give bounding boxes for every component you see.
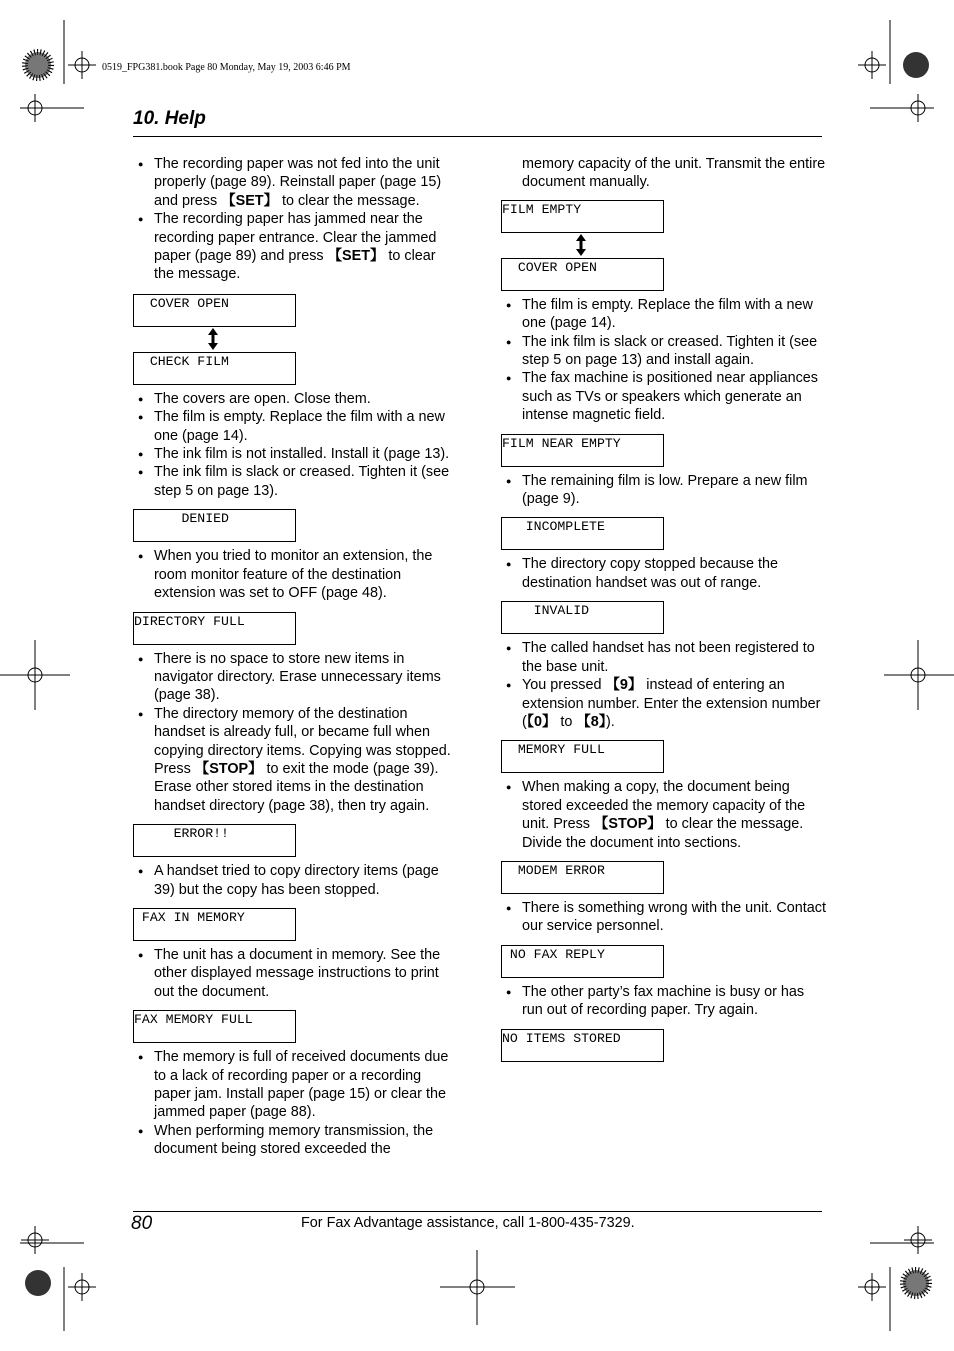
- lcd-message-incomplete: INCOMPLETE: [501, 517, 664, 550]
- list-item: ● A handset tried to copy directory items (page 39) but the copy has been stopped.: [133, 862, 458, 899]
- set-key: 【SET】: [221, 192, 278, 209]
- footer-rule: [133, 1211, 822, 1212]
- list-item: ● The fax machine is positioned near appliances such as TVs or speakers which generate an intense magnetic field.: [501, 369, 826, 424]
- list-item: ● The directory memory of the destination handset is already full, or became full when copying directory items. Copying was stopped. Press 【STOP】 to exit the mode (page 39). Erase other stored items in the destination handset directory (page 38), then try again.: [133, 705, 458, 815]
- assistance-line: For Fax Advantage assistance, call 1-800-435-7329.: [301, 1215, 635, 1231]
- list-item: ● There is no space to store new items in navigator directory. Erase unnecessary items (page 38).: [133, 650, 458, 705]
- film-near-empty-list: [501, 472, 826, 509]
- key-8: 【8】: [576, 713, 606, 730]
- list-item: ● The directory copy stopped because the destination handset was out of range.: [501, 555, 826, 592]
- stop-key: 【STOP】: [194, 760, 263, 777]
- lcd-message-invalid: INVALID: [501, 601, 664, 634]
- key-0: 【0】: [526, 713, 557, 730]
- list-item: ● The ink film is not installed. Install it (page 13).: [133, 445, 458, 463]
- lcd-message-denied: DENIED: [133, 509, 296, 542]
- paper-error-list: [133, 155, 458, 284]
- list-item: ● The film is empty. Replace the film with a new one (page 14).: [501, 296, 826, 333]
- fax-in-memory-list: [133, 946, 458, 1001]
- memory-full-list: [501, 778, 826, 852]
- no-fax-reply-list: [501, 983, 826, 1020]
- list-item: ● The film is empty. Replace the film with a new one (page 14).: [133, 408, 458, 445]
- lcd-message-no-items-stored: NO ITEMS STORED: [501, 1029, 664, 1062]
- alternating-arrow-icon: [133, 327, 296, 352]
- lcd-message-no-fax-reply: NO FAX REPLY: [501, 945, 664, 978]
- set-key: 【SET】: [327, 248, 385, 265]
- lcd-message-film-near-empty: FILM NEAR EMPTY: [501, 434, 664, 467]
- list-item: ● The recording paper has jammed near the recording paper entrance. Clear the jammed paper (page 89) and press 【SET】 to clear the message.: [133, 210, 458, 284]
- incomplete-list: [501, 555, 826, 592]
- lcd-message-film-empty: FILM EMPTY: [501, 200, 664, 233]
- invalid-list: [501, 639, 826, 731]
- book-file-info: 0519_FPG381.book Page 80 Monday, May 19, 2003 6:46 PM: [102, 62, 351, 73]
- list-item: ● The memory is full of received documents due to a lack of recording paper or a recording paper jam. Install paper (page 15) or clear the jammed paper (page 88).: [133, 1048, 458, 1122]
- key-9: 【9】: [605, 677, 643, 694]
- section-title: 10. Help: [133, 108, 206, 129]
- denied-list: [133, 547, 458, 602]
- list-item: ● There is something wrong with the unit. Contact our service personnel.: [501, 899, 826, 936]
- list-item: ● The ink film is slack or creased. Tighten it (see step 5 on page 13) and install again.: [501, 333, 826, 370]
- stop-key: 【STOP】: [593, 816, 662, 833]
- list-item: ● The other party’s fax machine is busy or has run out of recording paper. Try again.: [501, 983, 826, 1020]
- list-item: ● The called handset has not been registered to the base unit.: [501, 639, 826, 676]
- fax-memory-full-list: [133, 1048, 458, 1158]
- directory-full-list: [133, 650, 458, 816]
- list-item: ● When you tried to monitor an extension, the room monitor feature of the destination extension was set to OFF (page 48).: [133, 547, 458, 602]
- lcd-message-check-film: CHECK FILM: [133, 352, 296, 385]
- list-item: ● You pressed 【9】 instead of entering an extension number. Enter the extension number (【0】 to 【8】).: [501, 676, 826, 731]
- lcd-message-modem-error: MODEM ERROR: [501, 861, 664, 894]
- list-item: ● When performing memory transmission, the document being stored exceeded the: [133, 1122, 458, 1159]
- lcd-message-cover-open: COVER OPEN: [501, 258, 664, 291]
- lcd-message-memory-full: MEMORY FULL: [501, 740, 664, 773]
- cover-open-list: [133, 390, 458, 500]
- list-item: ● The covers are open. Close them.: [133, 390, 458, 408]
- page-number: 80: [131, 1213, 153, 1234]
- lcd-message-fax-memory-full: FAX MEMORY FULL: [133, 1010, 296, 1043]
- film-empty-list: [501, 296, 826, 425]
- list-item: ● The remaining film is low. Prepare a new film (page 9).: [501, 472, 826, 509]
- right-column: [501, 155, 826, 1062]
- header-rule: [133, 136, 822, 137]
- continued-text: memory capacity of the unit. Transmit the entire document manually.: [522, 156, 826, 191]
- list-item: ● The recording paper was not fed into the unit properly (page 89). Reinstall paper (page 15) and press 【SET】 to clear the message.: [133, 155, 458, 210]
- lcd-message-directory-full: DIRECTORY FULL: [133, 612, 296, 645]
- lcd-message-cover-open: COVER OPEN: [133, 294, 296, 327]
- modem-error-list: [501, 899, 826, 936]
- list-item: ● When making a copy, the document being stored exceeded the memory capacity of the unit. Press 【STOP】 to clear the message. Divide the document into sections.: [501, 778, 826, 852]
- lcd-message-fax-in-memory: FAX IN MEMORY: [133, 908, 296, 941]
- alternating-arrow-icon: [501, 233, 664, 258]
- left-column: [133, 155, 458, 1159]
- lcd-message-error: ERROR!!: [133, 824, 296, 857]
- error-list: [133, 862, 458, 899]
- list-item: ● The unit has a document in memory. See the other displayed message instructions to print out the document.: [133, 946, 458, 1001]
- list-item: ● The ink film is slack or creased. Tighten it (see step 5 on page 13).: [133, 463, 458, 500]
